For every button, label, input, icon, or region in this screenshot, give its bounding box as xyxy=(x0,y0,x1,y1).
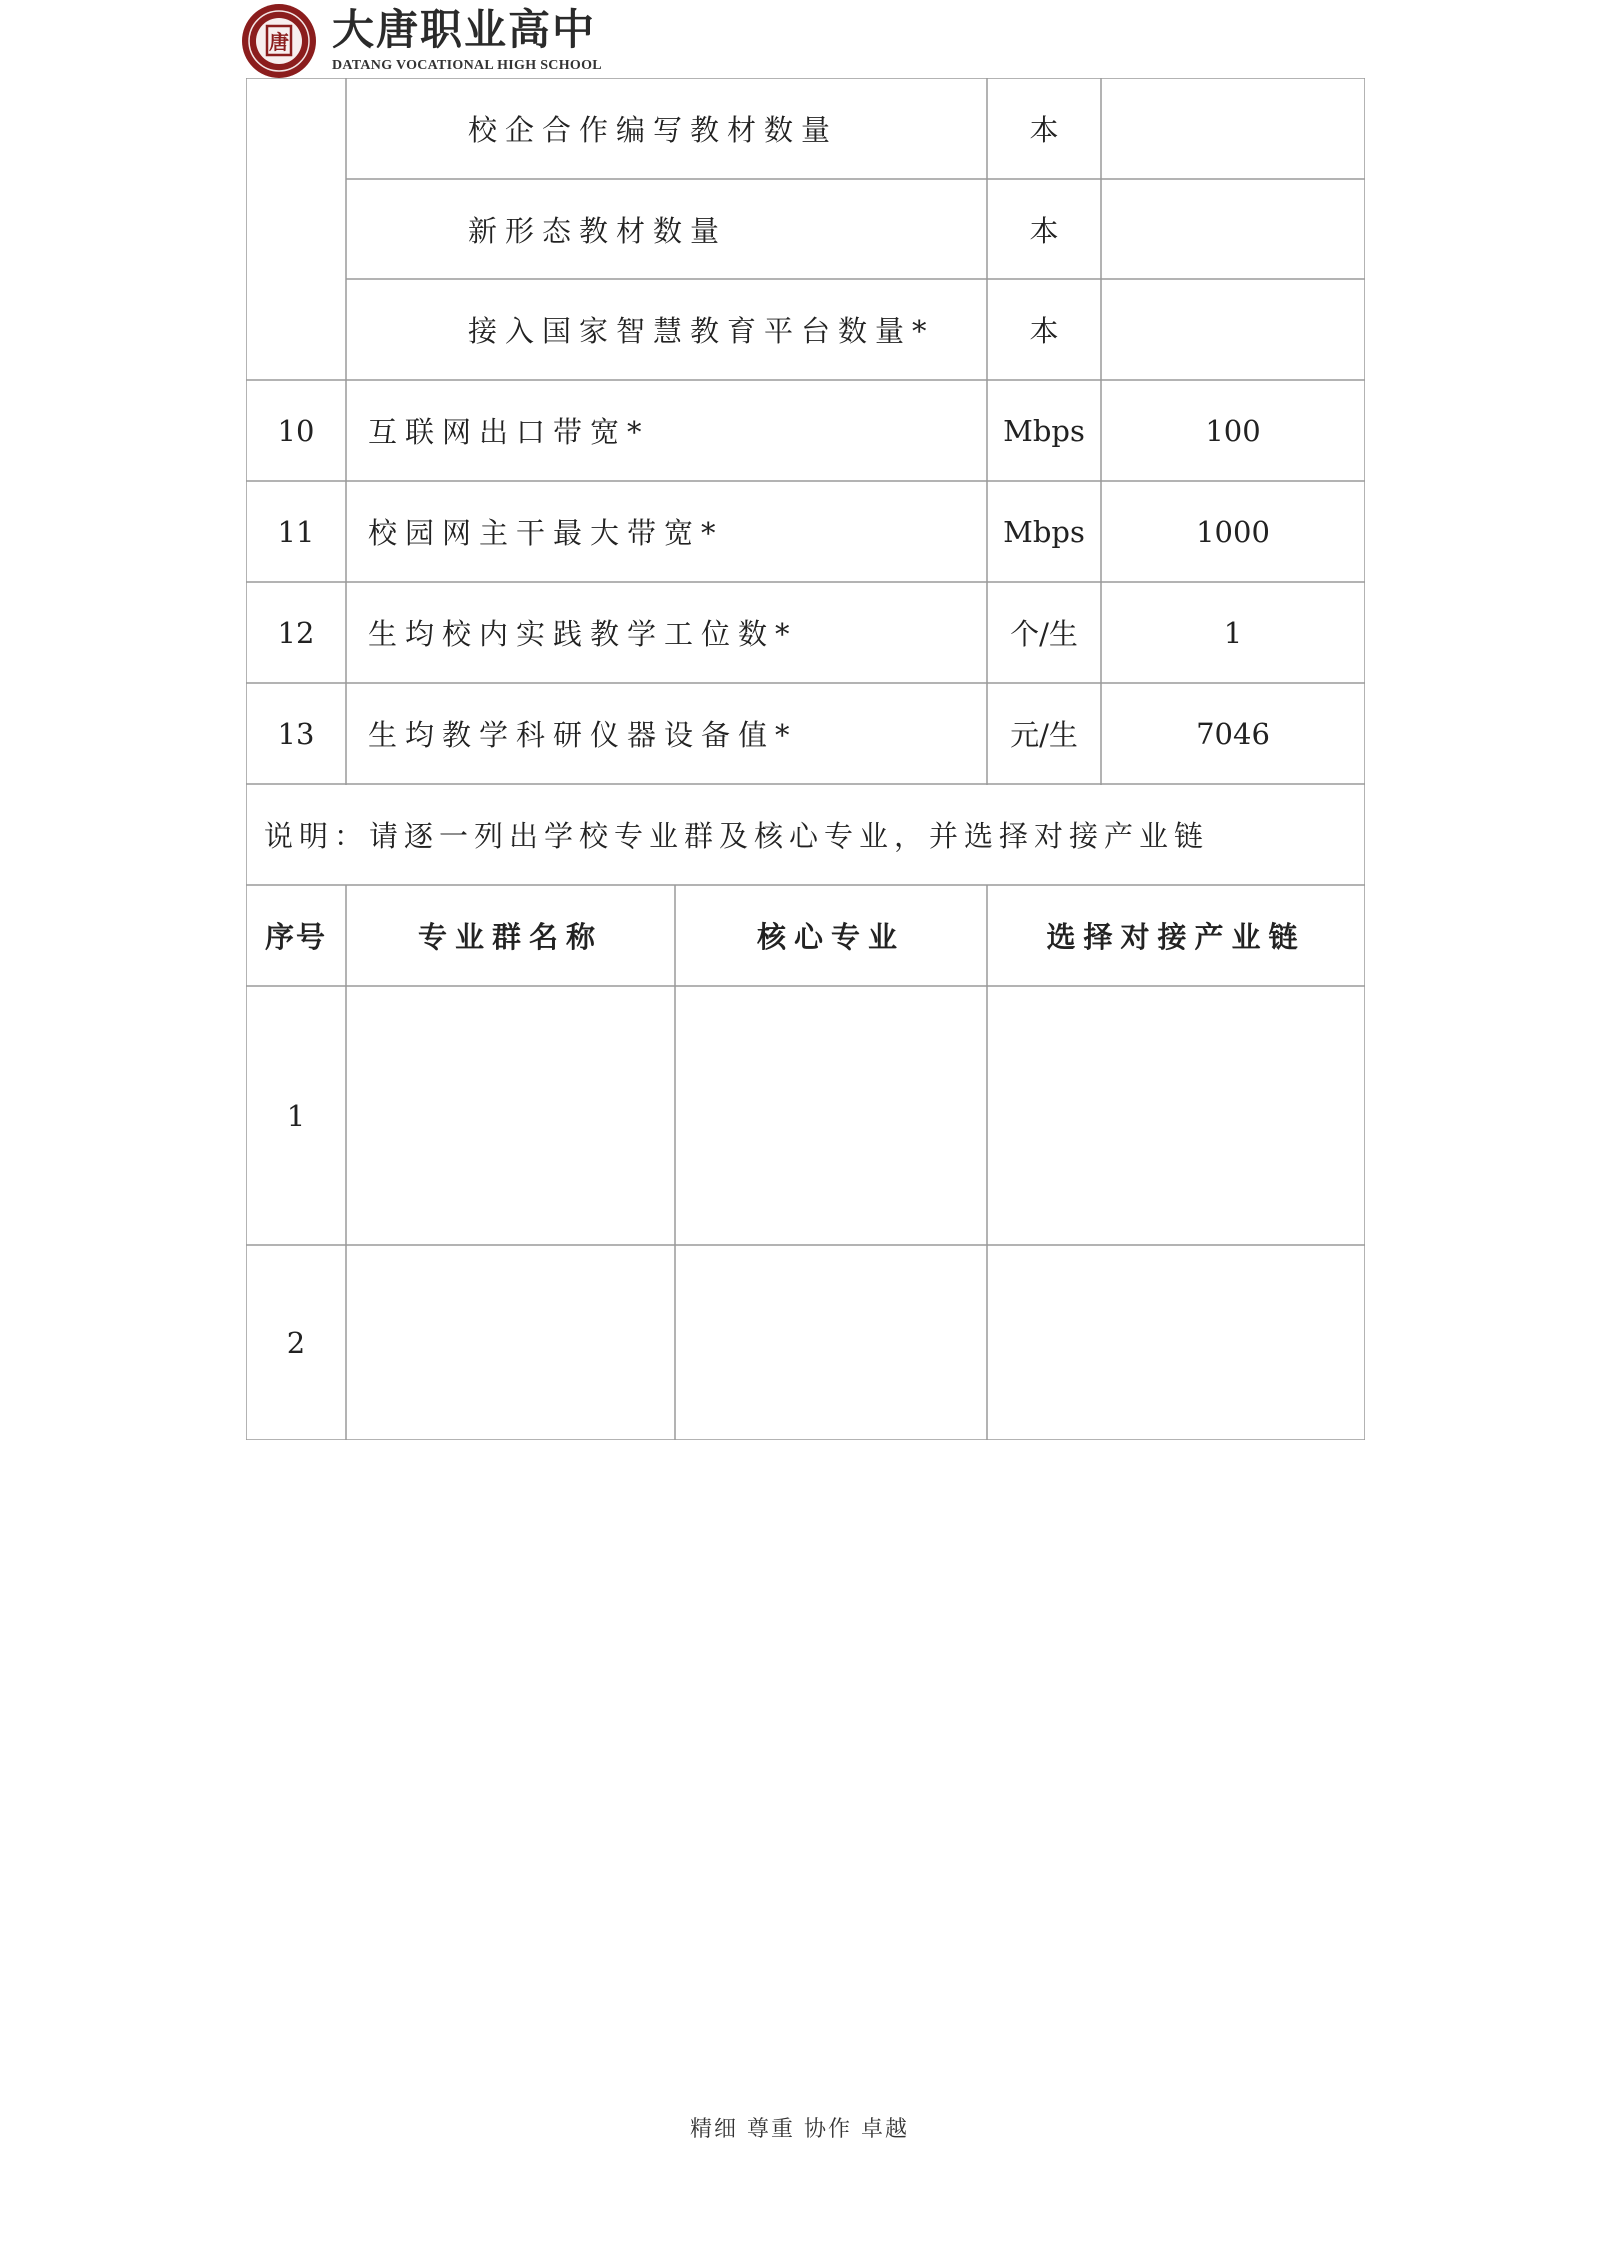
school-seal-icon xyxy=(240,2,318,80)
column-header-number: 序号 xyxy=(264,920,327,954)
table-row-label: 生均校内实践教学工位数* xyxy=(368,617,798,651)
school-header xyxy=(240,2,610,80)
table-row-unit: 元/生 xyxy=(1010,718,1078,752)
column-header-chain: 选择对接产业链 xyxy=(1046,920,1306,954)
table-row-value xyxy=(1101,78,1365,179)
table-cell-chain xyxy=(987,1245,1365,1440)
table-cell-group xyxy=(346,1245,675,1440)
data-table xyxy=(246,78,1365,1440)
table-row-label: 互联网出口带宽* xyxy=(368,415,650,449)
table-row-number: 11 xyxy=(277,514,315,549)
school-name-cn: 大唐职业高中 xyxy=(332,5,597,54)
table-row-label: 校园网主干最大带宽* xyxy=(368,516,724,550)
table-row-value: 7046 xyxy=(1196,716,1270,751)
table-row-label: 校企合作编写教材数量 xyxy=(468,113,839,147)
table-row-unit: Mbps xyxy=(1003,413,1085,448)
table-row-label: 新形态教材数量 xyxy=(468,213,728,248)
table-cell-core xyxy=(675,1245,987,1440)
table-row-value xyxy=(1101,179,1365,279)
table-row-unit: 本 xyxy=(1029,314,1059,348)
table-cell-chain xyxy=(987,986,1365,1245)
table-row-unit: 本 xyxy=(1029,213,1059,248)
column-header-group: 专业群名称 xyxy=(417,920,603,954)
table-row-value: 1 xyxy=(1223,615,1243,650)
table-cell-core xyxy=(675,986,987,1245)
table-row-number: 1 xyxy=(286,1098,306,1133)
table-row-label: 生均教学科研仪器设备值* xyxy=(368,718,798,752)
table-row-number: 12 xyxy=(277,615,315,650)
seal-char: 唐 xyxy=(269,30,289,54)
table-cell-group xyxy=(346,986,675,1245)
column-header-core: 核心专业 xyxy=(756,920,905,954)
footer-motto: 精细 尊重 协作 卓越 xyxy=(690,2117,909,2142)
table-row-unit: 个/生 xyxy=(1010,617,1078,651)
table-note: 说明：请逐一列出学校专业群及核心专业，并选择对接产业链 xyxy=(264,819,1210,853)
table-row-value: 1000 xyxy=(1196,514,1270,549)
table-row-value: 100 xyxy=(1205,413,1261,448)
school-name-en: DATANG VOCATIONAL HIGH SCHOOL xyxy=(332,58,602,73)
table-row-value xyxy=(1101,279,1365,380)
table-row-number: 13 xyxy=(277,716,315,751)
table-row-number: 10 xyxy=(277,413,315,448)
table-row-unit: 本 xyxy=(1029,113,1059,147)
table-row-label: 接入国家智慧教育平台数量* xyxy=(468,314,935,348)
table-row-unit: Mbps xyxy=(1003,514,1085,549)
table-row-number: 2 xyxy=(286,1325,306,1360)
